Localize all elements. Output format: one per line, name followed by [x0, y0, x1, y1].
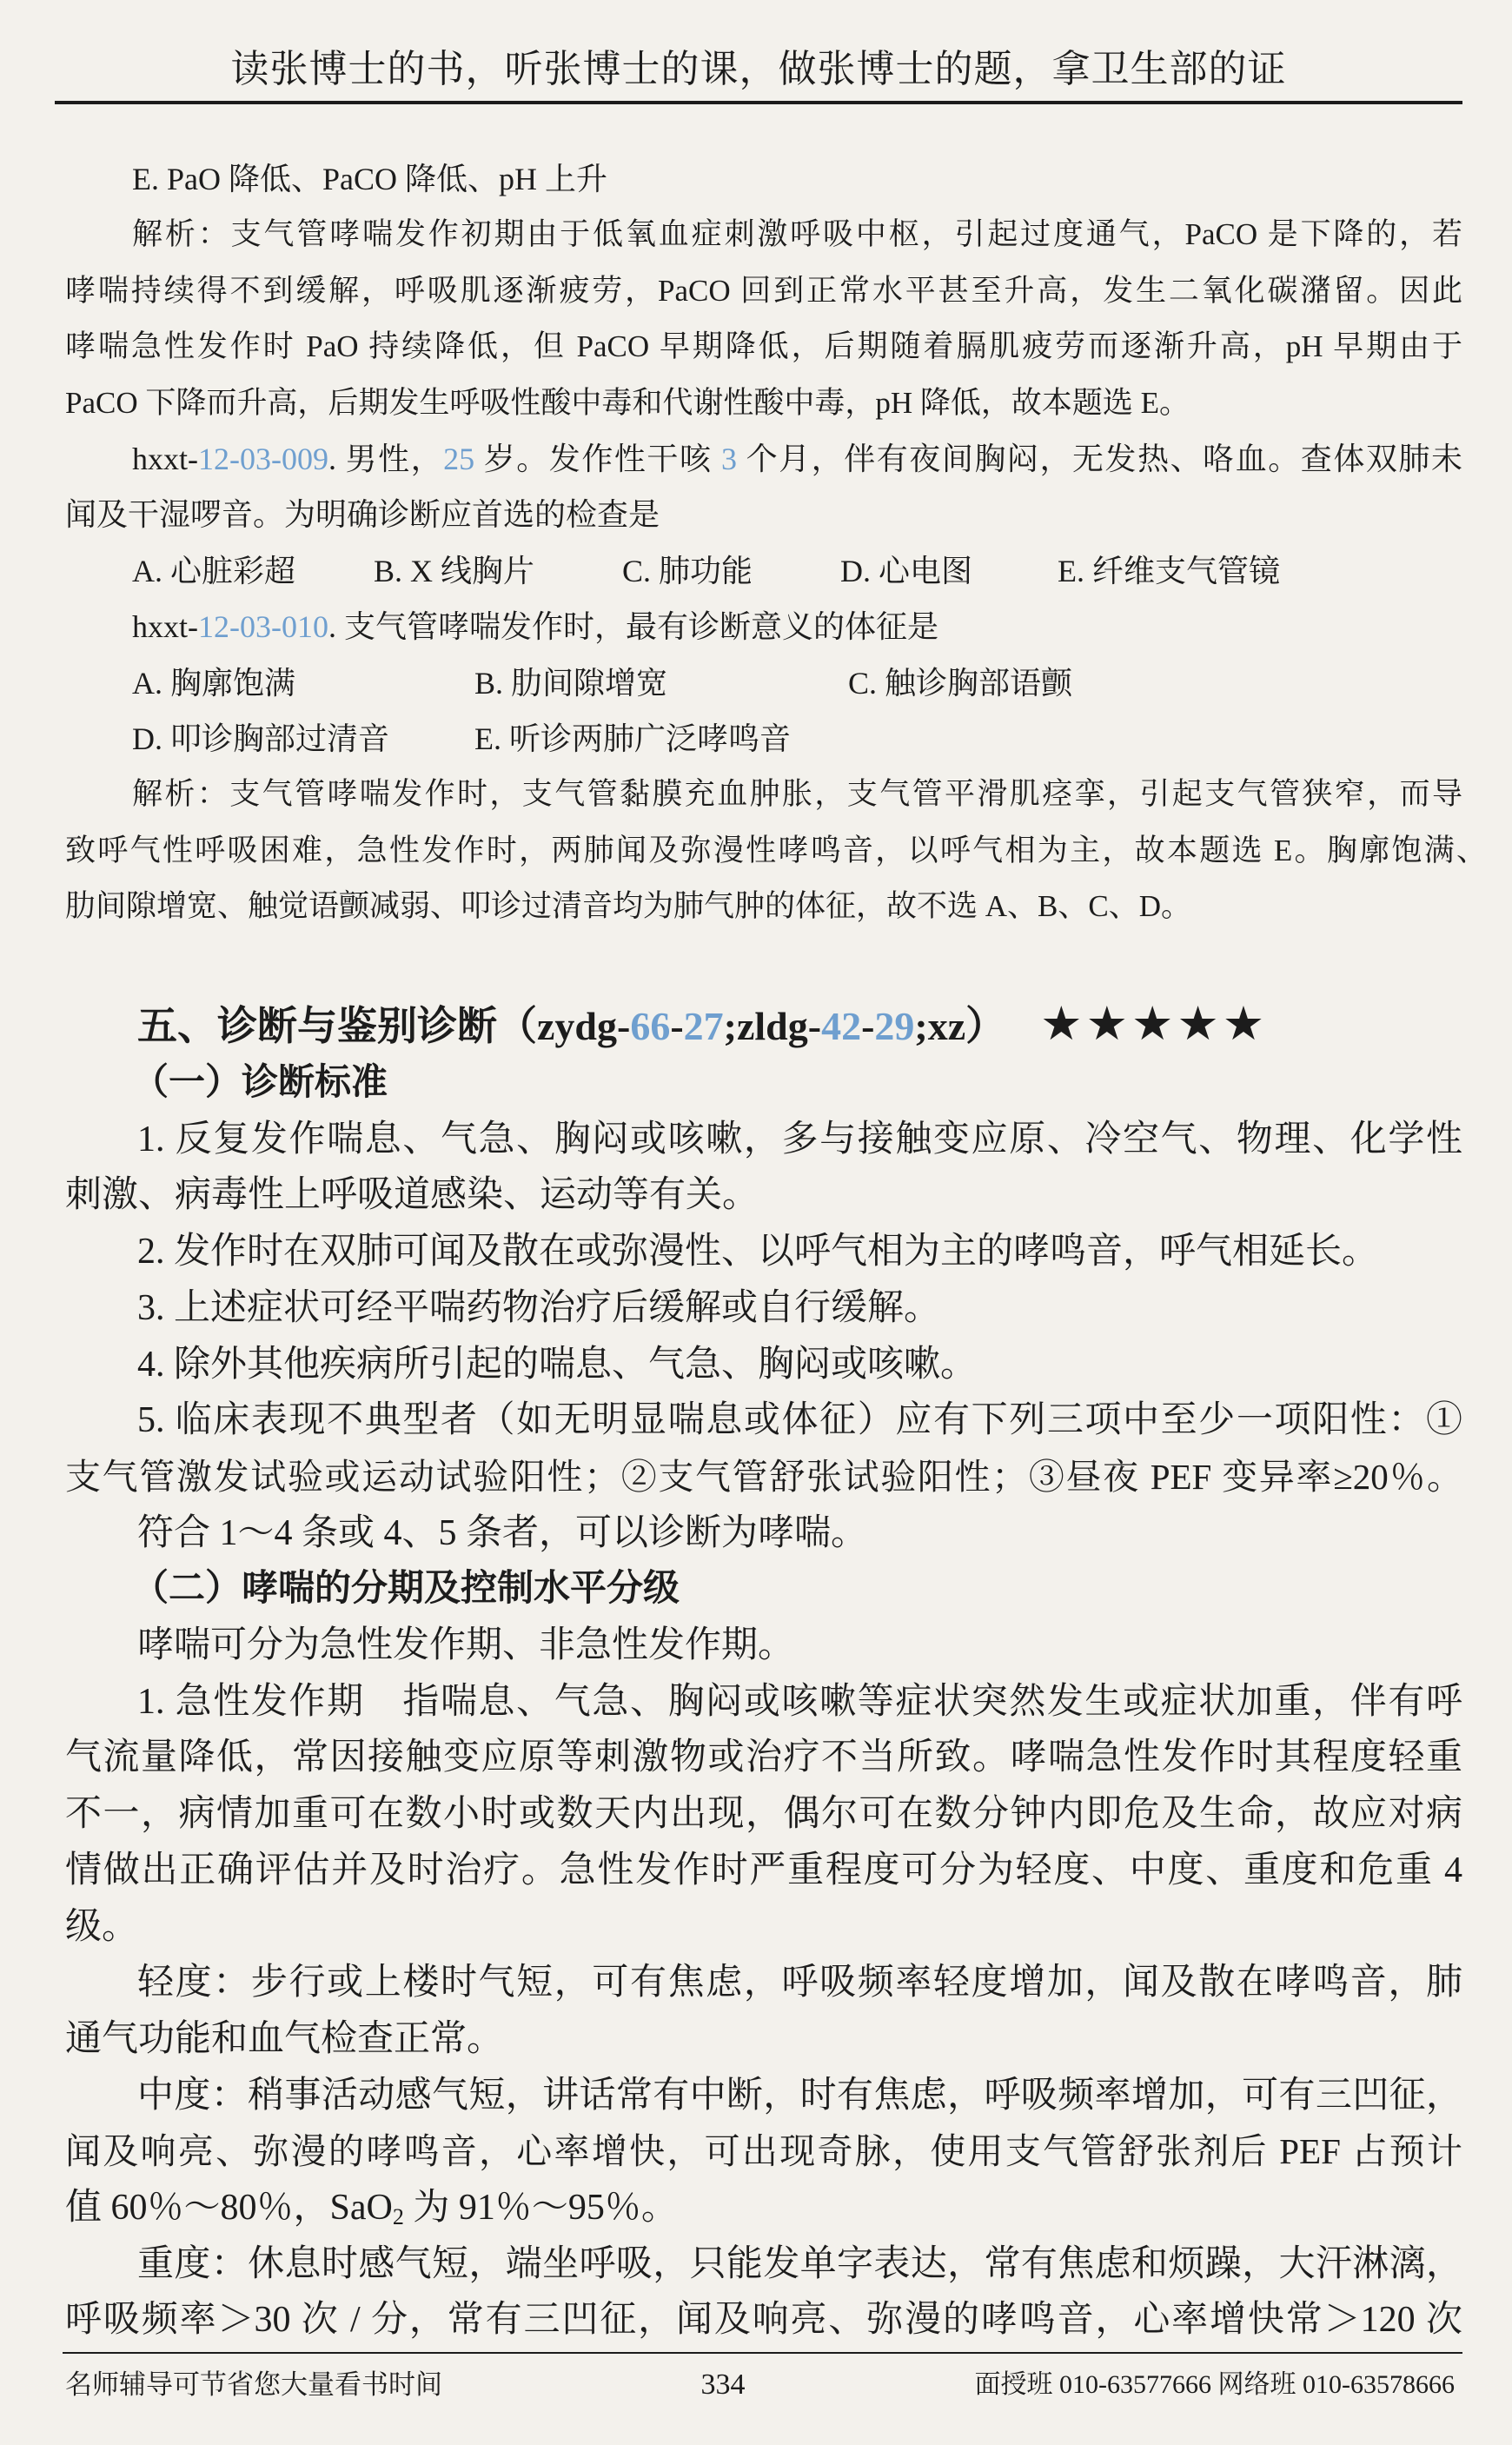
body-line: 情做出正确评估并及时治疗。急性发作时严重程度可分为轻度、中度、重度和危重 4: [65, 1850, 1462, 1890]
analysis-line: PaCO 下降而升高，后期发生呼吸性酸中毒和代谢性酸中毒，pH 降低，故本题选 E。: [65, 386, 1190, 420]
stem-text: . 支气管哮喘发作时，最有诊断意义的体征是: [328, 609, 938, 644]
body-line: 1. 急性发作期 指喘息、气急、胸闷或咳嗽等症状突然发生或症状加重，伴有呼: [137, 1682, 1462, 1722]
reference-number: 27: [683, 1004, 724, 1048]
subsection-title: （一）诊断标准: [132, 1063, 388, 1103]
body-line: 5. 临床表现不典型者（如无明显喘息或体征）应有下列三项中至少一项阳性：①: [137, 1400, 1462, 1440]
subsection-title: （二）哮喘的分期及控制水平分级: [132, 1569, 680, 1609]
body-line: 级。: [65, 1907, 139, 1947]
footer-rule: [63, 2352, 1462, 2354]
body-line: 1. 反复发作喘息、气急、胸闷或咳嗽，多与接触变应原、冷空气、物理、化学性: [137, 1120, 1462, 1159]
body-text: 值 60％～80％，SaO: [65, 2188, 393, 2228]
body-line: 刺激、病毒性上呼吸道感染、运动等有关。: [65, 1175, 759, 1215]
question-stem: [132, 433, 1462, 485]
question-code-prefix: hxxt-: [132, 442, 198, 476]
highlight-number: 3: [721, 442, 738, 476]
importance-stars-icon: ★★★★★: [1040, 996, 1269, 1051]
header-rule: [55, 101, 1462, 104]
section-heading: [137, 993, 1268, 1054]
highlight-number: 25: [443, 442, 475, 476]
reference-number: 42: [821, 1004, 862, 1048]
running-header: 读张博士的书，听张博士的课，做张博士的题，拿卫生部的证: [230, 48, 1287, 90]
question-stem: [132, 601, 1462, 653]
stem-text: 岁。发作性干咳: [474, 442, 722, 476]
answer-option-a: A. 胸廓饱满: [132, 666, 295, 701]
stem-text: . 男性，: [328, 442, 444, 476]
analysis-line: 解析：支气管哮喘发作初期由于低氧血症刺激呼吸中枢，引起过度通气，PaCO 是下降的，若: [132, 217, 1462, 251]
reference-number: 66: [630, 1004, 671, 1048]
body-line: 符合 1～4 条或 4、5 条者，可以诊断为哮喘。: [137, 1513, 868, 1553]
body-line: 呼吸频率＞30 次 / 分，常有三凹征，闻及响亮、弥漫的哮鸣音，心率增快常＞120 次: [65, 2300, 1462, 2340]
body-line: 2. 发作时在双肺可闻及散在或弥漫性、以呼气相为主的哮鸣音，呼气相延长。: [137, 1232, 1379, 1272]
section-title: 五、诊断与鉴别诊断（zydg-: [137, 1004, 631, 1048]
page-number: 334: [700, 2369, 746, 2401]
footer-contact: 面授班 010-63577666 网络班 010-63578666: [974, 2370, 1455, 2399]
answer-option-b: B. X 线胸片: [374, 554, 535, 588]
answer-option-c: C. 触诊胸部语颤: [848, 666, 1073, 701]
section-title: ;zldg-: [723, 1004, 822, 1048]
reference-separator: -: [861, 1004, 875, 1048]
stem-text: 个月，伴有夜间胸闷，无发热、咯血。查体双肺未: [737, 442, 1462, 476]
body-line: 闻及响亮、弥漫的哮鸣音，心率增快，可出现奇脉，使用支气管舒张剂后 PEF 占预计: [65, 2131, 1462, 2171]
question-code: 12-03-010: [198, 609, 328, 644]
footer-slogan: 名师辅导可节省您大量看书时间: [65, 2369, 442, 2400]
question-code: 12-03-009: [198, 442, 328, 476]
analysis-line: 哮喘急性发作时 PaO 持续降低，但 PaCO 早期降低，后期随着膈肌疲劳而逐渐升高，pH 早期由于: [65, 329, 1462, 363]
answer-option-d: D. 叩诊胸部过清音: [132, 721, 389, 756]
reference-separator: -: [670, 1004, 684, 1048]
body-line: 支气管激发试验或运动试验阳性；②支气管舒张试验阳性；③昼夜 PEF 变异率≥20％。: [65, 1457, 1462, 1497]
section-title: ;xz）: [914, 1004, 1006, 1048]
body-line: 4. 除外其他疾病所引起的喘息、气急、胸闷或咳嗽。: [137, 1345, 978, 1385]
reference-number: 29: [874, 1004, 915, 1048]
answer-option-e: E. 听诊两肺广泛哮鸣音: [474, 721, 791, 756]
body-line: 通气功能和血气检查正常。: [65, 2019, 504, 2059]
answer-option-c: C. 肺功能: [622, 554, 753, 588]
analysis-line: 哮喘持续得不到缓解，呼吸肌逐渐疲劳，PaCO 回到正常水平甚至升高，发生二氧化碳潴留。因此: [65, 274, 1462, 308]
analysis-line: 致呼气性呼吸困难，急性发作时，两肺闻及弥漫性哮鸣音，以呼气相为主，故本题选 E。胸廓饱满、: [65, 834, 1487, 867]
question-code-prefix: hxxt-: [132, 609, 198, 644]
analysis-line: 解析：支气管哮喘发作时，支气管黏膜充血肿胀，支气管平滑肌痉挛，引起支气管狭窄，而导: [132, 777, 1462, 811]
question-stem-line: 闻及干湿啰音。为明确诊断应首选的检查是: [65, 497, 660, 532]
answer-option-e: E. PaO 降低、PaCO 降低、pH 上升: [132, 162, 607, 196]
answer-option-a: A. 心脏彩超: [132, 554, 295, 588]
analysis-line: 肋间隙增宽、触觉语颤减弱、叩诊过清音均为肺气肿的体征，故不选 A、B、C、D。: [65, 889, 1191, 923]
body-line: 不一，病情加重可在数小时或数天内出现，偶尔可在数分钟内即危及生命，故应对病: [65, 1794, 1462, 1834]
body-line: 气流量降低，常因接触变应原等刺激物或治疗不当所致。哮喘急性发作时其程度轻重: [65, 1737, 1462, 1777]
body-line: [65, 2181, 1462, 2235]
answer-option-d: D. 心电图: [840, 554, 972, 588]
answer-option-e: E. 纤维支气管镜: [1058, 554, 1280, 588]
body-line: 哮喘可分为急性发作期、非急性发作期。: [137, 1625, 795, 1665]
answer-option-b: B. 肋间隙增宽: [474, 666, 668, 701]
subscript: 2: [392, 2204, 404, 2229]
body-line: 重度：休息时感气短，端坐呼吸，只能发单字表达，常有焦虑和烦躁，大汗淋漓，: [137, 2244, 1462, 2284]
body-line: 中度：稍事活动感气短，讲话常有中断，时有焦虑，呼吸频率增加，可有三凹征，: [137, 2076, 1462, 2116]
body-line: 轻度：步行或上楼时气短，可有焦虑，呼吸频率轻度增加，闻及散在哮鸣音，肺: [137, 1963, 1462, 2003]
body-text: 为 91％～95％。: [403, 2188, 678, 2228]
body-line: 3. 上述症状可经平喘药物治疗后缓解或自行缓解。: [137, 1288, 941, 1328]
